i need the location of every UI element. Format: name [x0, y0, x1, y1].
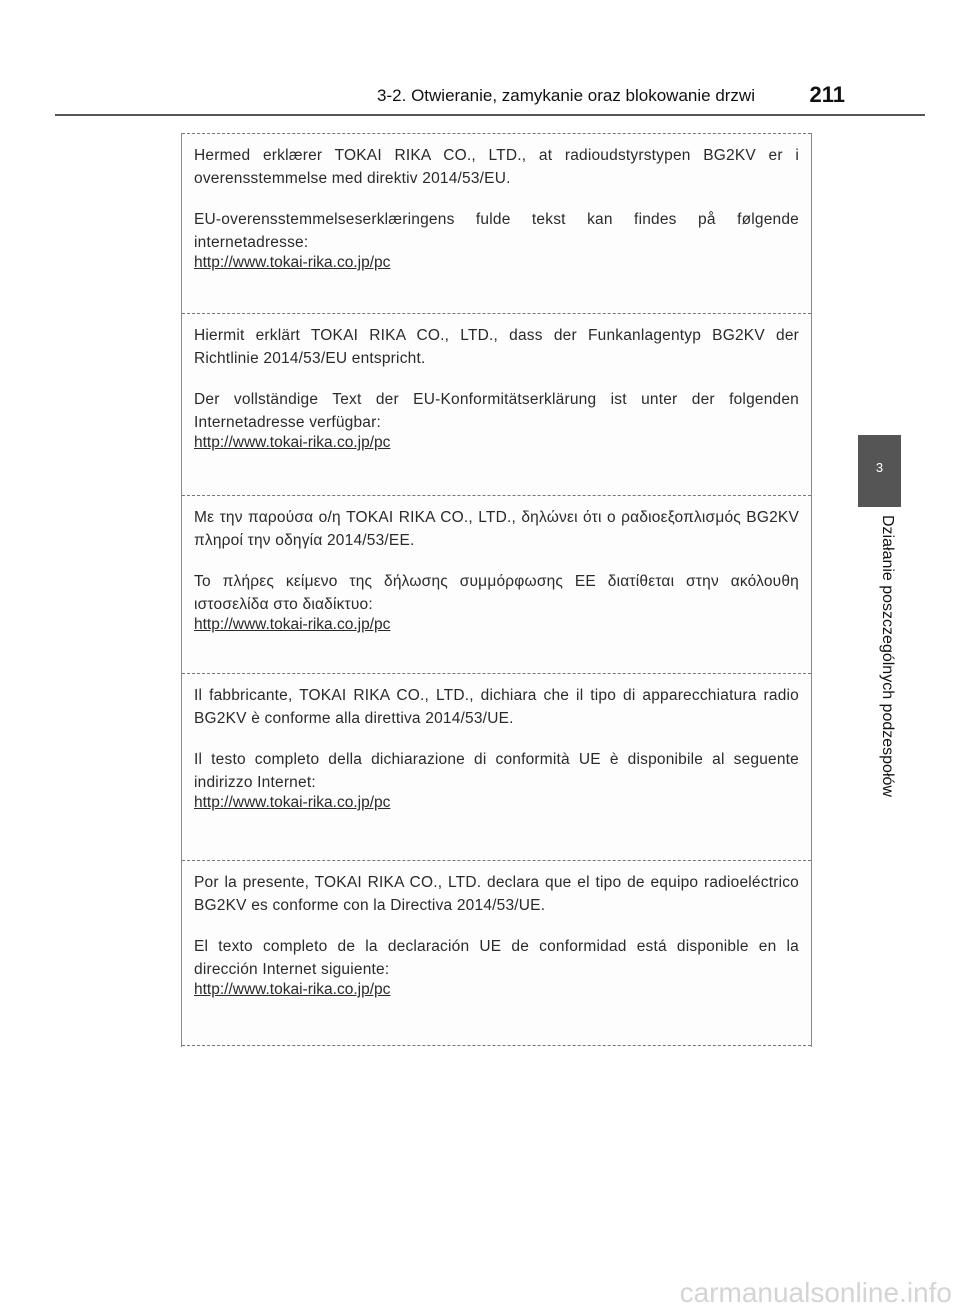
declaration-text: Hiermit erklärt TOKAI RIKA CO., LTD., dass der Funkanlagentyp BG2KV der Richtlinie 2014/53/EU entspricht. — [194, 327, 799, 367]
watermark: carmanualsonline.info — [679, 1277, 952, 1308]
declaration-text: Με την παρούσα ο/η TOKAI RIKA CO., LTD., δηλώνει ότι ο ραδιοεξοπλισμός BG2KV πληροί την οδηγία 2014/53/ΕΕ. — [194, 509, 799, 549]
availability-text: Το πλήρες κείμενο της δήλωσης συμμόρφωσης ΕΕ διατίθεται στην ακόλουθη ιστοσελίδα στο διαδίκτυο: — [194, 573, 799, 613]
availability-text: EU-overensstemmelseserklæringens fulde tekst kan findes på følgende internetadresse: — [194, 211, 799, 251]
declaration-url[interactable]: http://www.tokai-rika.co.jp/pc — [194, 616, 391, 633]
declaration-text: Il fabbricante, TOKAI RIKA CO., LTD., dichiara che il tipo di apparecchiatura radio BG2KV è conforme alla direttiva 2014/53/UE. — [194, 687, 799, 727]
chapter-tab: 3 — [858, 435, 901, 507]
page-number: 211 — [809, 82, 845, 107]
declaration-block-greek — [182, 495, 811, 673]
availability-text: El texto completo de la declaración UE de conformidad está disponible en la dirección Internet siguiente: — [194, 938, 799, 978]
declaration-block-spanish — [182, 860, 811, 1046]
declaration-text: Hermed erklærer TOKAI RIKA CO., LTD., at radioudstyrstypen BG2KV er i overensstemmelse med direktiv 2014/53/EU. — [194, 147, 799, 187]
declaration-block-danish — [182, 133, 811, 312]
declaration-url[interactable]: http://www.tokai-rika.co.jp/pc — [194, 254, 391, 271]
declaration-block-italian — [182, 673, 811, 859]
availability-text: Der vollständige Text der EU-Konformitätserklärung ist unter der folgenden Internetadresse verfügbar: — [194, 391, 799, 431]
page-header — [55, 82, 925, 114]
declaration-text: Por la presente, TOKAI RIKA CO., LTD. declara que el tipo de equipo radioeléctrico BG2KV es conforme con la Directiva 2014/53/UE. — [194, 874, 799, 914]
declaration-url[interactable]: http://www.tokai-rika.co.jp/pc — [194, 434, 391, 451]
availability-text: Il testo completo della dichiarazione di conformità UE è disponibile al seguente indirizzo Internet: — [194, 751, 799, 791]
declaration-url[interactable]: http://www.tokai-rika.co.jp/pc — [194, 981, 391, 998]
declaration-url[interactable]: http://www.tokai-rika.co.jp/pc — [194, 794, 391, 811]
chapter-title: Działanie poszczególnych podzespołów — [879, 515, 896, 797]
header-rule — [55, 114, 925, 116]
declaration-block-german — [182, 313, 811, 492]
declaration-scan — [181, 133, 812, 1047]
section-title: 3-2. Otwieranie, zamykanie oraz blokowanie drzwi — [377, 86, 755, 105]
